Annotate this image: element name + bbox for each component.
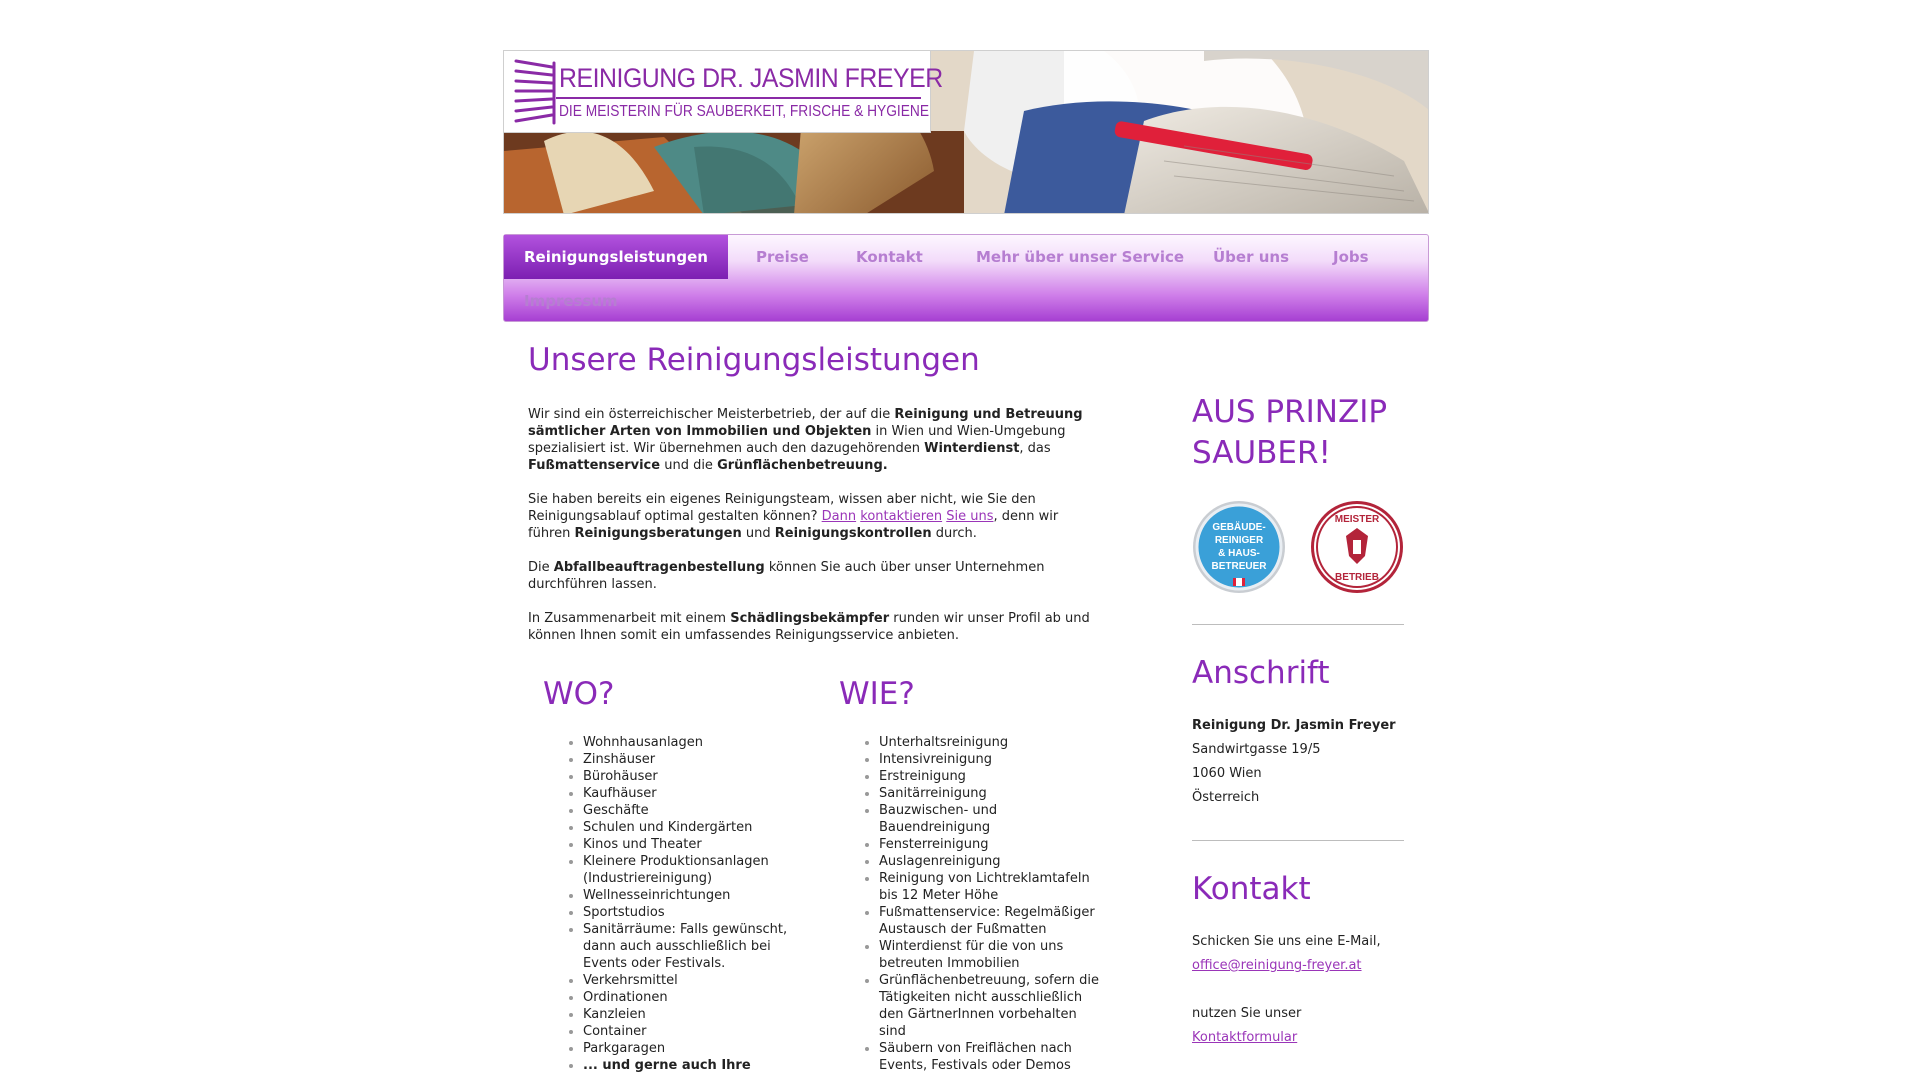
sidebar bbox=[1192, 392, 1404, 1050]
list-item: • Unterhaltsreinigung bbox=[879, 734, 1104, 751]
text: Wir sind ein österreichischer Meisterbetrieb, der auf die bbox=[528, 407, 895, 422]
list-item: • Geschäfte bbox=[583, 802, 793, 819]
badge-text: & HAUS- bbox=[1218, 548, 1260, 559]
text: und die bbox=[660, 458, 718, 473]
intro-paragraph-4 bbox=[528, 610, 1103, 644]
bold-text: Reinigung und Betreuung sämtlicher Arten von Immobilien und Objekten bbox=[528, 407, 1083, 439]
street: Sandwirtgasse 19/5 bbox=[1192, 742, 1321, 757]
page bbox=[503, 50, 1429, 1073]
divider bbox=[1192, 624, 1404, 625]
intro-paragraph-3 bbox=[528, 559, 1103, 593]
list-item: • Verkehrsmittel bbox=[583, 972, 793, 989]
contact-heading: Kontakt bbox=[1192, 871, 1311, 907]
wo-heading: WO? bbox=[543, 676, 615, 712]
list-item: • Kanzleien bbox=[583, 1006, 793, 1023]
badge-text: BETREUER bbox=[1211, 561, 1267, 572]
text: , das bbox=[1019, 441, 1051, 456]
email-link[interactable]: office@reinigung-freyer.at bbox=[1192, 958, 1362, 973]
wo-list bbox=[543, 734, 793, 1074]
list-item: • Fußmattenservice: Regelmäßiger Austausch der Fußmatten bbox=[879, 904, 1104, 938]
wo-column bbox=[543, 676, 793, 1074]
spacer bbox=[1192, 978, 1404, 1002]
text: runden wir unser Profil ab und können Ihnen somit ein umfassendes Reinigungsservice anbieten. bbox=[528, 611, 1090, 643]
text: Sie haben bereits ein eigenes Reinigungsteam, wissen aber nicht, wie Sie den Reinigungsablauf optimal gestalten können? bbox=[528, 492, 1036, 524]
text: Die bbox=[528, 560, 554, 575]
gebaeudereiniger-badge-icon bbox=[1192, 500, 1286, 594]
badge-text: BETRIEB bbox=[1335, 572, 1379, 583]
nav-item-reinigungsleistungen[interactable]: Reinigungsleistungen bbox=[504, 235, 728, 279]
city: 1060 Wien bbox=[1192, 766, 1262, 781]
list-item: • Parkgaragen bbox=[583, 1040, 793, 1057]
list-item: • Reinigung von Lichtreklamtafeln bis 12 Meter Höhe bbox=[879, 870, 1104, 904]
text: durch. bbox=[931, 526, 977, 541]
list-item: • Ordinationen bbox=[583, 989, 793, 1006]
bold-text: Winterdienst bbox=[924, 441, 1020, 456]
badge-text: GEBÄUDE- bbox=[1212, 522, 1266, 533]
list-item: • Kleinere Produktionsanlagen (Industriereinigung) bbox=[583, 853, 793, 887]
broom-icon bbox=[512, 57, 556, 129]
list-item: • Container bbox=[583, 1023, 793, 1040]
address-block bbox=[1192, 714, 1404, 810]
contact-form-link[interactable]: Kontaktformular bbox=[1192, 1030, 1298, 1045]
list-item: • Zinshäuser bbox=[583, 751, 793, 768]
badge-text: REINIGER bbox=[1214, 535, 1264, 546]
logo-subtitle: DIE MEISTERIN FÜR SAUBERKEIT, FRISCHE & HYGIENE bbox=[559, 103, 930, 120]
list-item: • Sanitärreinigung bbox=[879, 785, 1104, 802]
certification-badges bbox=[1192, 500, 1404, 596]
bold-text: Fußmattenservice bbox=[528, 458, 661, 473]
list-item: • Intensivreinigung bbox=[879, 751, 1104, 768]
list-item: • Kinos und Theater bbox=[583, 836, 793, 853]
list-item: • Fensterreinigung bbox=[879, 836, 1104, 853]
text: können Sie auch über unser Unternehmen durchführen lassen. bbox=[528, 560, 1045, 592]
list-item: • ... und gerne auch Ihre bbox=[583, 1057, 793, 1074]
list-item: • Kaufhäuser bbox=[583, 785, 793, 802]
list-item: • Winterdienst für die von uns betreuten Immobilien bbox=[879, 938, 1104, 972]
nav-item-mehr-ueber-unser-service[interactable]: Mehr über unser Service bbox=[976, 248, 1185, 266]
nav-item-impressum[interactable]: Impressum bbox=[524, 292, 618, 310]
nav-item-kontakt[interactable]: Kontakt bbox=[856, 248, 923, 266]
wie-column bbox=[839, 676, 1104, 1074]
list-item: • Schulen und Kindergärten bbox=[583, 819, 793, 836]
list-item: • Bauzwischen- und Bauendreinigung bbox=[879, 802, 1104, 836]
logo-title: REINIGUNG DR. JASMIN FREYER bbox=[559, 63, 943, 93]
nav-item-ueber-uns[interactable]: Über uns bbox=[1213, 248, 1289, 266]
contact-text: nutzen Sie unser bbox=[1192, 1006, 1302, 1021]
meisterbetrieb-badge-icon bbox=[1310, 500, 1404, 594]
page-title: Unsere Reinigungsleistungen bbox=[528, 342, 980, 378]
company-name-text: Reinigung Dr. Jasmin Freyer bbox=[1192, 718, 1396, 733]
contact-text: Schicken Sie uns eine E-Mail, bbox=[1192, 934, 1381, 949]
divider bbox=[1192, 840, 1404, 841]
text: in Wien und Wien-Umgebung spezialisiert ist. Wir übernehmen auch den dazugehörenden bbox=[528, 424, 1066, 456]
motto-heading: AUS PRINZIP SAUBER! bbox=[1192, 394, 1388, 471]
company-name bbox=[1192, 714, 1404, 738]
address-heading: Anschrift bbox=[1192, 655, 1330, 691]
list-item: • Sportstudios bbox=[583, 904, 793, 921]
text: und bbox=[741, 526, 775, 541]
list-item: • Grünflächenbetreuung, sofern die Tätigkeiten nicht ausschließlich den GärtnerInnen vorbehalten sind bbox=[879, 972, 1104, 1040]
badge-text: MEISTER bbox=[1334, 514, 1380, 525]
bold-text: Reinigungskontrollen bbox=[774, 526, 932, 541]
list-item: • Wellnesseinrichtungen bbox=[583, 887, 793, 904]
logo-divider bbox=[556, 97, 921, 99]
bold-text: Abfallbeauftragenbestellung bbox=[553, 560, 765, 575]
country: Österreich bbox=[1192, 790, 1260, 805]
intro-text bbox=[528, 406, 1103, 661]
sie-uns-link[interactable]: Sie uns bbox=[946, 509, 994, 524]
intro-paragraph-2 bbox=[528, 491, 1103, 542]
nav-item-preise[interactable]: Preise bbox=[756, 248, 809, 266]
list-item: • Säubern von Freiflächen nach Events, Festivals oder Demos bbox=[879, 1040, 1104, 1074]
text: In Zusammenarbeit mit einem bbox=[528, 611, 731, 626]
list-item: • Auslagenreinigung bbox=[879, 853, 1104, 870]
wie-list bbox=[839, 734, 1104, 1074]
kontaktieren-link[interactable]: kontaktieren bbox=[860, 509, 943, 524]
list-item: • Sanitärräume: Falls gewünscht, dann auch ausschließlich bei Events oder Festivals. bbox=[583, 921, 793, 972]
bold-text: Grünflächenbetreuung. bbox=[717, 458, 888, 473]
contact-block bbox=[1192, 930, 1404, 1050]
intro-paragraph-1 bbox=[528, 406, 1103, 474]
text: , denn wir führen bbox=[528, 509, 1059, 541]
list-item: • Bürohäuser bbox=[583, 768, 793, 785]
bold-text: Schädlingsbekämpfer bbox=[730, 611, 890, 626]
wie-heading: WIE? bbox=[839, 676, 915, 712]
list-item: • Erstreinigung bbox=[879, 768, 1104, 785]
dann-link[interactable]: Dann bbox=[821, 509, 857, 524]
list-item: • Wohnhausanlagen bbox=[583, 734, 793, 751]
header-banner bbox=[503, 50, 1429, 214]
logo[interactable] bbox=[504, 51, 943, 133]
main-navigation bbox=[503, 234, 1429, 322]
nav-item-jobs[interactable]: Jobs bbox=[1333, 248, 1369, 266]
bold-text: Reinigungsberatungen bbox=[574, 526, 742, 541]
